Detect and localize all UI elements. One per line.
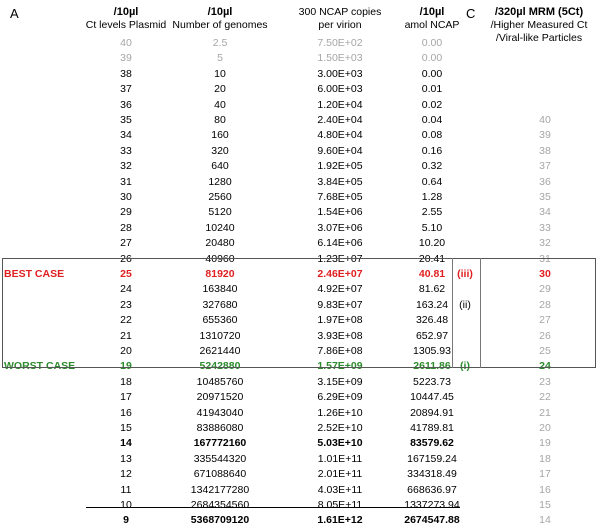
ncap-copies-cell: 6.29E+09 (317, 391, 363, 404)
amol-cell: 0.08 (421, 129, 443, 142)
ct-cell: 30 (120, 191, 132, 203)
mrm-ct-cell: 32 (539, 237, 551, 250)
ncap-copies-cell: 9.60E+04 (317, 144, 363, 157)
header-mrm-line2: /Higher Measured Ct (490, 19, 588, 31)
table-row (0, 190, 600, 205)
amol-cell: 1305.93 (413, 345, 451, 357)
mrm-ct-cell: 28 (539, 298, 551, 311)
header-genomes (160, 6, 280, 32)
ncap-copies-cell: 3.84E+05 (317, 175, 363, 188)
genomes-cell: 2560 (208, 191, 232, 203)
table-row (0, 375, 600, 390)
table-bottom-rule (86, 507, 460, 508)
genomes-cell: 80 (214, 114, 226, 126)
amol-cell: 0.04 (421, 114, 443, 126)
ncap-copies-cell: 1.54E+06 (317, 206, 363, 219)
case-marker: (ii) (459, 298, 471, 311)
genomes-cell: 40 (214, 98, 226, 111)
ct-cell: 16 (120, 406, 132, 419)
genomes-cell: 163840 (202, 283, 238, 296)
ct-cell: 40 (120, 37, 132, 49)
ct-cell: 20 (120, 345, 132, 357)
mrm-ct-cell: 19 (539, 437, 551, 450)
amol-cell: 163.24 (415, 298, 449, 311)
ct-cell: 21 (120, 329, 132, 342)
range-divider-left (452, 258, 453, 368)
ct-cell: 31 (120, 175, 132, 188)
mrm-ct-cell: 14 (539, 514, 551, 527)
table-row (0, 221, 600, 236)
ncap-copies-cell: 9.83E+07 (317, 298, 363, 311)
ncap-copies-cell: 4.03E+11 (317, 483, 363, 496)
mrm-ct-cell: 22 (539, 391, 551, 404)
ncap-copies-cell: 1.20E+04 (317, 98, 363, 111)
genomes-cell: 167772160 (193, 437, 247, 450)
ncap-copies-cell: 2.40E+04 (317, 114, 363, 126)
genomes-cell: 1280 (208, 175, 232, 188)
mrm-ct-cell: 21 (539, 406, 551, 419)
table-row (0, 436, 600, 451)
ncap-copies-cell: 7.68E+05 (317, 191, 363, 203)
mrm-ct-cell: 30 (539, 268, 551, 280)
amol-cell: 326.48 (415, 314, 449, 327)
table-row (0, 236, 600, 251)
mrm-ct-cell: 40 (539, 114, 551, 126)
ncap-copies-cell: 5.03E+10 (317, 437, 363, 450)
amol-cell: 5.10 (421, 221, 443, 234)
ct-cell: 24 (120, 283, 132, 296)
amol-cell: 81.62 (418, 283, 446, 296)
ct-cell: 35 (120, 114, 132, 126)
header-mrm-line3: /Viral-like Particles (495, 32, 583, 44)
mrm-ct-cell: 29 (539, 283, 551, 296)
ncap-copies-cell: 7.50E+02 (317, 37, 363, 49)
genomes-cell: 41943040 (196, 406, 244, 419)
genomes-cell: 1310720 (199, 329, 241, 342)
header-ncap-line1: 300 NCAP copies (298, 6, 382, 18)
mrm-ct-cell: 31 (539, 252, 551, 265)
table-row (0, 113, 600, 128)
ncap-copies-cell: 6.00E+03 (317, 83, 363, 96)
ct-cell: 23 (120, 298, 132, 311)
ct-cell: 36 (120, 98, 132, 111)
header-ct-title: Ct levels Plasmid (85, 19, 167, 31)
ncap-copies-cell: 3.00E+03 (317, 67, 363, 80)
amol-cell: 1337273.94 (404, 499, 460, 511)
table-row (0, 82, 600, 97)
mrm-ct-cell: 34 (539, 206, 551, 219)
mrm-ct-cell: 38 (539, 144, 551, 157)
amol-cell: 1.28 (421, 191, 443, 203)
table-row (0, 51, 600, 66)
header-ct-levels (80, 6, 172, 32)
header-mrm-unit: /320µl MRM (5Ct) (494, 6, 584, 18)
mrm-ct-cell: 33 (539, 221, 551, 234)
genomes-cell: 20971520 (196, 391, 244, 404)
amol-cell: 83579.62 (410, 437, 454, 450)
ct-cell: 13 (120, 452, 132, 465)
mrm-ct-cell: 20 (539, 422, 551, 434)
ct-cell: 39 (120, 52, 132, 65)
genomes-cell: 10485760 (196, 375, 244, 388)
mrm-ct-cell: 25 (539, 345, 551, 357)
table-row (0, 390, 600, 405)
ncap-copies-cell: 4.80E+04 (317, 129, 363, 142)
panel-label-c: C (466, 6, 476, 21)
amol-cell: 0.32 (421, 160, 443, 173)
mrm-ct-cell: 18 (539, 452, 551, 465)
amol-cell: 0.00 (421, 67, 443, 80)
mrm-ct-cell: 17 (539, 468, 551, 481)
ncap-copies-cell: 2.52E+10 (317, 422, 363, 434)
ncap-copies-cell: 1.01E+11 (317, 452, 363, 465)
ct-cell: 19 (120, 360, 132, 373)
genomes-cell: 5242880 (199, 360, 241, 373)
case-marker: (i) (460, 360, 470, 373)
table-row (0, 205, 600, 220)
ncap-copies-cell: 1.26E+10 (317, 406, 363, 419)
table-row (0, 452, 600, 467)
genomes-cell: 1342177280 (190, 483, 250, 496)
genomes-cell: 327680 (202, 298, 238, 311)
ncap-copies-cell: 1.92E+05 (317, 160, 363, 173)
genomes-cell: 10240 (205, 221, 235, 234)
genomes-cell: 40960 (205, 252, 235, 265)
amol-cell: 652.97 (415, 329, 449, 342)
mrm-ct-cell: 36 (539, 175, 551, 188)
ct-cell: 15 (120, 422, 132, 434)
amol-cell: 2674547.88 (404, 514, 460, 527)
amol-cell: 2611.86 (413, 360, 451, 373)
ncap-copies-cell: 2.01E+11 (317, 468, 363, 481)
ct-cell: 17 (120, 391, 132, 404)
case-marker: (iii) (457, 268, 473, 280)
amol-cell: 167159.24 (407, 452, 457, 465)
worst-case-label: WORST CASE (4, 360, 76, 373)
mrm-ct-cell: 15 (539, 499, 551, 511)
mrm-ct-cell: 35 (539, 191, 551, 203)
genomes-cell: 10 (214, 67, 226, 80)
ct-cell: 11 (120, 483, 132, 496)
table-row (0, 498, 600, 513)
ct-cell: 18 (120, 375, 132, 388)
ct-cell: 34 (120, 129, 132, 142)
table-row (0, 513, 600, 528)
ct-cell: 12 (120, 468, 132, 481)
ct-cell: 28 (120, 221, 132, 234)
ct-cell: 27 (120, 237, 132, 250)
table-row (0, 467, 600, 482)
amol-cell: 20894.91 (410, 406, 454, 419)
amol-cell: 334318.49 (407, 468, 457, 481)
amol-cell: 10447.45 (410, 391, 454, 404)
amol-cell: 0.64 (421, 175, 443, 188)
amol-cell: 0.00 (421, 52, 443, 65)
table-row (0, 421, 600, 436)
table-row (0, 406, 600, 421)
header-amol-unit: /10µl (419, 6, 445, 18)
ct-cell: 25 (120, 268, 132, 280)
amol-cell: 668636.97 (407, 483, 457, 496)
genomes-cell: 83886080 (196, 422, 244, 434)
mrm-ct-cell: 27 (539, 314, 551, 327)
ct-cell: 33 (120, 144, 132, 157)
genomes-cell: 20 (214, 83, 226, 96)
genomes-cell: 320 (211, 144, 229, 157)
ct-cell: 29 (120, 206, 132, 219)
table-row (0, 483, 600, 498)
amol-cell: 0.00 (421, 37, 443, 49)
mrm-ct-cell: 16 (539, 483, 551, 496)
header-ct-unit: /10µl (113, 6, 139, 18)
amol-cell: 5223.73 (413, 375, 451, 388)
mrm-ct-cell: 39 (539, 129, 551, 142)
genomes-cell: 5120 (208, 206, 232, 219)
genomes-cell: 5368709120 (190, 514, 250, 527)
amol-cell: 40.81 (418, 268, 446, 280)
genomes-cell: 81920 (205, 268, 235, 280)
best-case-label: BEST CASE (4, 268, 65, 280)
mrm-ct-cell: 37 (539, 160, 551, 173)
genomes-cell: 2.5 (212, 37, 228, 49)
ct-cell: 37 (120, 83, 132, 96)
genomes-cell: 335544320 (193, 452, 247, 465)
genomes-cell: 20480 (205, 237, 235, 250)
genomes-cell: 2621440 (199, 345, 241, 357)
genomes-cell: 671088640 (193, 468, 247, 481)
header-amol (392, 6, 472, 32)
ncap-copies-cell: 1.61E+12 (317, 514, 363, 527)
table-row (0, 128, 600, 143)
ncap-copies-cell: 2.46E+07 (317, 268, 363, 280)
range-divider-right (480, 258, 481, 368)
range-box (2, 258, 596, 368)
amol-cell: 20.41 (418, 252, 446, 265)
genomes-cell: 2684354560 (190, 499, 250, 511)
genomes-cell: 160 (211, 129, 229, 142)
table-row (0, 36, 600, 51)
ncap-copies-cell: 3.07E+06 (317, 221, 363, 234)
ncap-copies-cell: 1.57E+09 (317, 360, 363, 373)
ncap-copies-cell: 1.50E+03 (317, 52, 363, 65)
mrm-ct-cell: 24 (539, 360, 551, 373)
amol-cell: 0.01 (421, 83, 443, 96)
amol-cell: 2.55 (421, 206, 443, 219)
table-row (0, 98, 600, 113)
genomes-cell: 640 (211, 160, 229, 173)
amol-cell: 41789.81 (410, 422, 454, 434)
table-row (0, 175, 600, 190)
genomes-cell: 5 (217, 52, 223, 65)
header-genomes-title: Number of genomes (172, 19, 268, 31)
amol-cell: 10.20 (418, 237, 446, 250)
header-genomes-unit: /10µl (207, 6, 233, 18)
ct-cell: 9 (123, 514, 129, 527)
table-row (0, 144, 600, 159)
ct-cell: 26 (120, 252, 132, 265)
ncap-copies-cell: 8.05E+11 (317, 499, 363, 511)
table-row (0, 67, 600, 82)
ncap-copies-cell: 4.92E+07 (317, 283, 363, 296)
header-ncap-line2: per virion (318, 19, 362, 31)
ncap-copies-cell: 1.97E+08 (317, 314, 363, 327)
ct-cell: 38 (120, 67, 132, 80)
ncap-copies-cell: 7.86E+08 (317, 345, 363, 357)
ct-cell: 22 (120, 314, 132, 327)
ncap-copies-cell: 3.93E+08 (317, 329, 363, 342)
amol-cell: 0.16 (421, 144, 443, 157)
ct-cell: 10 (120, 499, 132, 511)
mrm-ct-cell: 23 (539, 375, 551, 388)
ncap-copies-cell: 6.14E+06 (317, 237, 363, 250)
ct-cell: 14 (120, 437, 132, 450)
table-row (0, 159, 600, 174)
panel-label-a: A (10, 6, 19, 21)
genomes-cell: 655360 (202, 314, 238, 327)
amol-cell: 0.02 (421, 98, 443, 111)
ct-cell: 32 (120, 160, 132, 173)
header-amol-title: amol NCAP (404, 19, 460, 31)
ncap-copies-cell: 3.15E+09 (317, 375, 363, 388)
header-ncap-copies (290, 6, 390, 32)
ncap-copies-cell: 1.23E+07 (317, 252, 363, 265)
mrm-ct-cell: 26 (539, 329, 551, 342)
